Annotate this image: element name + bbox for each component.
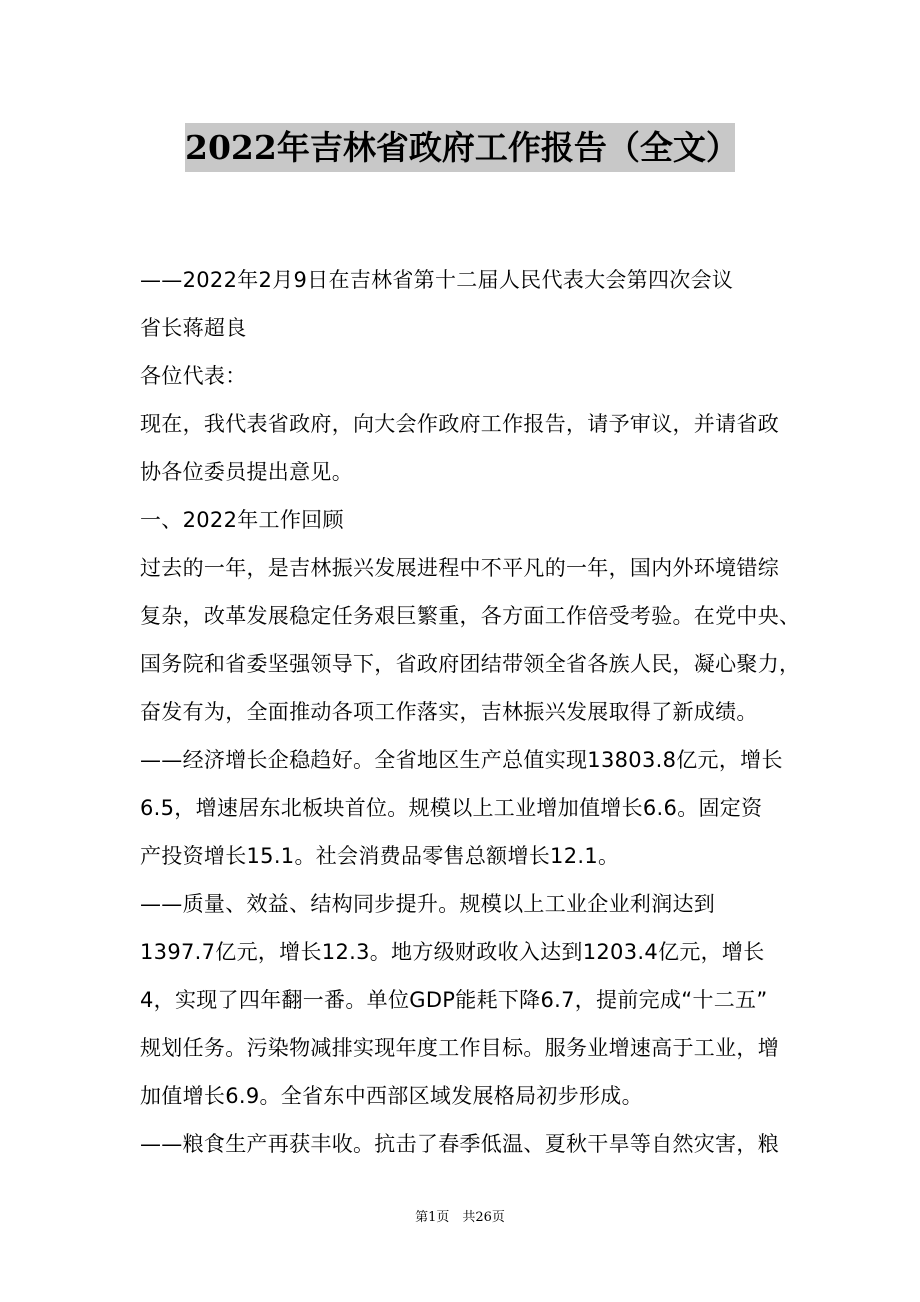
document-title: 2022年吉林省政府工作报告（全文）	[185, 123, 735, 172]
text-line: 国务院和省委坚强领导下，省政府团结带领全省各族人民，凝心聚力，	[140, 652, 801, 676]
text-line: 6.5，增速居东北板块首位。规模以上工业增加值增长6.6。固定资	[140, 796, 763, 820]
text-line: 奋发有为，全面推动各项工作落实，吉林振兴发展取得了新成绩。	[140, 700, 758, 724]
text-line: 省长蒋超良	[140, 316, 247, 340]
text-line: 4，实现了四年翻一番。单位GDP能耗下降6.7，提前完成“十二五”	[140, 988, 768, 1012]
page-footer: 第1页 共26页	[415, 1210, 505, 1225]
text-line: 各位代表：	[140, 364, 247, 388]
text-line: 现在，我代表省政府，向大会作政府工作报告，请予审议，并请省政	[140, 412, 779, 436]
text-line: 产投资增长15.1。社会消费品零售总额增长12.1。	[140, 844, 620, 868]
text-line: ——质量、效益、结构同步提升。规模以上工业企业利润达到	[140, 892, 716, 916]
text-line: 复杂，改革发展稳定任务艰巨繁重，各方面工作倍受考验。在党中央、	[140, 604, 801, 628]
text-line: ——2022年2月9日在吉林省第十二届人民代表大会第四次会议	[140, 268, 734, 292]
text-line: ——经济增长企稳趋好。全省地区生产总值实现13803.8亿元，增长	[140, 748, 783, 772]
text-line: ——粮食生产再获丰收。抗击了春季低温、夏秋干旱等自然灾害，粮	[140, 1132, 779, 1156]
text-line: 加值增长6.9。全省东中西部区域发展格局初步形成。	[140, 1084, 643, 1108]
text-line: 1397.7亿元，增长12.3。地方级财政收入达到1203.4亿元，增长	[140, 940, 765, 964]
document-body	[140, 262, 800, 1174]
text-line: 协各位委员提出意见。	[140, 460, 353, 484]
text-line: 规划任务。污染物减排实现年度工作目标。服务业增速高于工业，增	[140, 1036, 779, 1060]
text-line: 一、2022年工作回顾	[140, 508, 344, 532]
text-line: 过去的一年，是吉林振兴发展进程中不平凡的一年，国内外环境错综	[140, 556, 779, 580]
